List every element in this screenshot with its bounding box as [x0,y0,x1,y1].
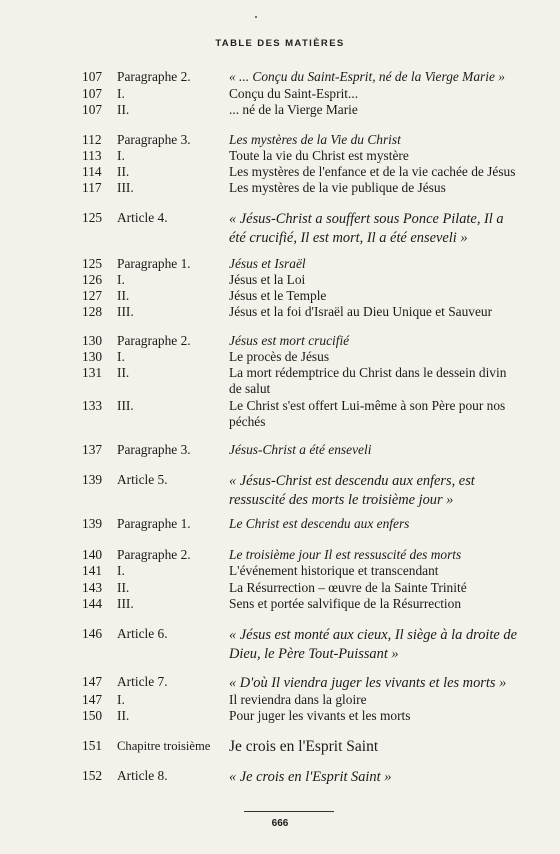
entry-label: II. [117,365,130,380]
entry-page-number: 147 [82,674,103,689]
entry-title: Il reviendra dans la gloire [229,692,367,707]
entry-label: Article 7. [117,674,168,689]
entry-label: I. [117,692,125,707]
entry-title: Les mystères de la Vie du Christ [229,132,401,147]
entry-label: Article 8. [117,768,168,783]
entry-label: Paragraphe 2. [117,547,191,562]
entry-label: II. [117,102,130,117]
page-number: 666 [271,818,289,829]
entry-label: II. [117,708,130,723]
entry-title: Jésus et la foi d'Israël au Dieu Unique et Sauveur [229,304,493,319]
entry-title: « Jésus-Christ est descendu aux enfers, est ressuscité des morts le troisième jour » [229,473,475,508]
entry-page-number: 146 [82,626,103,641]
entry-label: III. [117,180,134,195]
entry-title: Je crois en l'Esprit Saint [229,738,379,755]
entry-title: « D'où Il viendra juger les vivants et les morts » [229,675,507,691]
entry-label: III. [117,398,134,413]
entry-label: I. [117,148,125,163]
entry-page-number: 117 [82,180,102,195]
entry-title: Toute la vie du Christ est mystère [229,148,409,163]
entry-title: Jésus est mort crucifié [229,333,350,348]
entry-label: III. [117,596,134,611]
entry-label: Article 5. [117,472,168,487]
entry-page-number: 130 [82,349,103,364]
entry-page-number: 144 [82,596,103,611]
entry-title: Le Christ s'est offert Lui-même à son Père pour nos péchés [229,398,506,429]
entry-label: Paragraphe 1. [117,516,191,531]
entry-label: Paragraphe 2. [117,333,191,348]
entry-page-number: 152 [82,768,103,783]
entry-title: Le procès de Jésus [229,349,330,364]
entry-label: Article 6. [117,626,168,641]
entry-page-number: 140 [82,547,103,562]
footer-rule [244,811,334,812]
entry-title: Le troisième jour Il est ressuscité des morts [229,547,462,562]
entry-title: ... né de la Vierge Marie [229,102,358,117]
entry-title: « Je crois en l'Esprit Saint » [229,769,392,785]
entry-title: « Jésus est monté aux cieux, Il siège à la droite de Dieu, le Père Tout-Puissant » [229,627,517,662]
entry-page-number: 107 [82,69,103,84]
entry-page-number: 107 [82,102,103,117]
entry-page-number: 131 [82,365,103,380]
entry-title: Pour juger les vivants et les morts [229,708,411,723]
entry-page-number: 114 [82,164,102,179]
entry-title: Jésus et le Temple [229,288,327,303]
entry-page-number: 147 [82,692,103,707]
entry-title: Jésus et la Loi [229,272,306,287]
entry-title: L'événement historique et transcendant [229,563,439,578]
entry-page-number: 139 [82,472,103,487]
entry-title: Les mystères de l'enfance et de la vie cachée de Jésus [229,164,516,179]
entry-page-number: 130 [82,333,103,348]
entry-page-number: 139 [82,516,103,531]
page-speck [255,16,257,18]
entry-page-number: 141 [82,563,103,578]
entry-label: I. [117,563,125,578]
entry-label: Paragraphe 3. [117,132,191,147]
entry-title: Les mystères de la vie publique de Jésus [229,180,446,195]
entry-label: Paragraphe 2. [117,69,191,84]
entry-title: Sens et portée salvifique de la Résurrection [229,596,462,611]
entry-page-number: 107 [82,86,103,101]
entry-page-number: 133 [82,398,103,413]
entry-title: Jésus-Christ a été enseveli [229,442,372,457]
entry-page-number: 127 [82,288,103,303]
entry-label: Article 4. [117,210,168,225]
entry-label: II. [117,164,130,179]
entry-title: La Résurrection – œuvre de la Sainte Trinité [229,580,467,595]
entry-label: Chapitre troisième [117,739,211,753]
entry-page-number: 128 [82,304,103,319]
entry-page-number: 143 [82,580,103,595]
entry-page-number: 151 [82,738,103,753]
entry-page-number: 112 [82,132,102,147]
entry-title: Conçu du Saint-Esprit... [229,86,359,101]
entry-label: I. [117,272,125,287]
entry-page-number: 150 [82,708,103,723]
entry-label: Paragraphe 3. [117,442,191,457]
entry-page-number: 125 [82,210,103,225]
entry-page-number: 125 [82,256,103,271]
entry-label: II. [117,288,130,303]
entry-title: « Jésus-Christ a souffert sous Ponce Pilate, Il a été crucifié, Il est mort, Il a été enseveli » [229,211,504,246]
entry-title: La mort rédemptrice du Christ dans le dessein divin de salut [229,365,507,396]
entry-label: Paragraphe 1. [117,256,191,271]
entry-page-number: 126 [82,272,103,287]
entry-label: II. [117,580,130,595]
entry-page-number: 113 [82,148,102,163]
entry-label: I. [117,86,125,101]
entry-title: Jésus et Israël [229,256,306,271]
entry-title: Le Christ est descendu aux enfers [229,516,410,531]
entry-title: « ... Conçu du Saint-Esprit, né de la Vierge Marie » [229,69,505,84]
entry-label: III. [117,304,134,319]
entry-label: I. [117,349,125,364]
page-header: TABLE DES MATIÈRES [215,38,345,49]
entry-page-number: 137 [82,442,103,457]
